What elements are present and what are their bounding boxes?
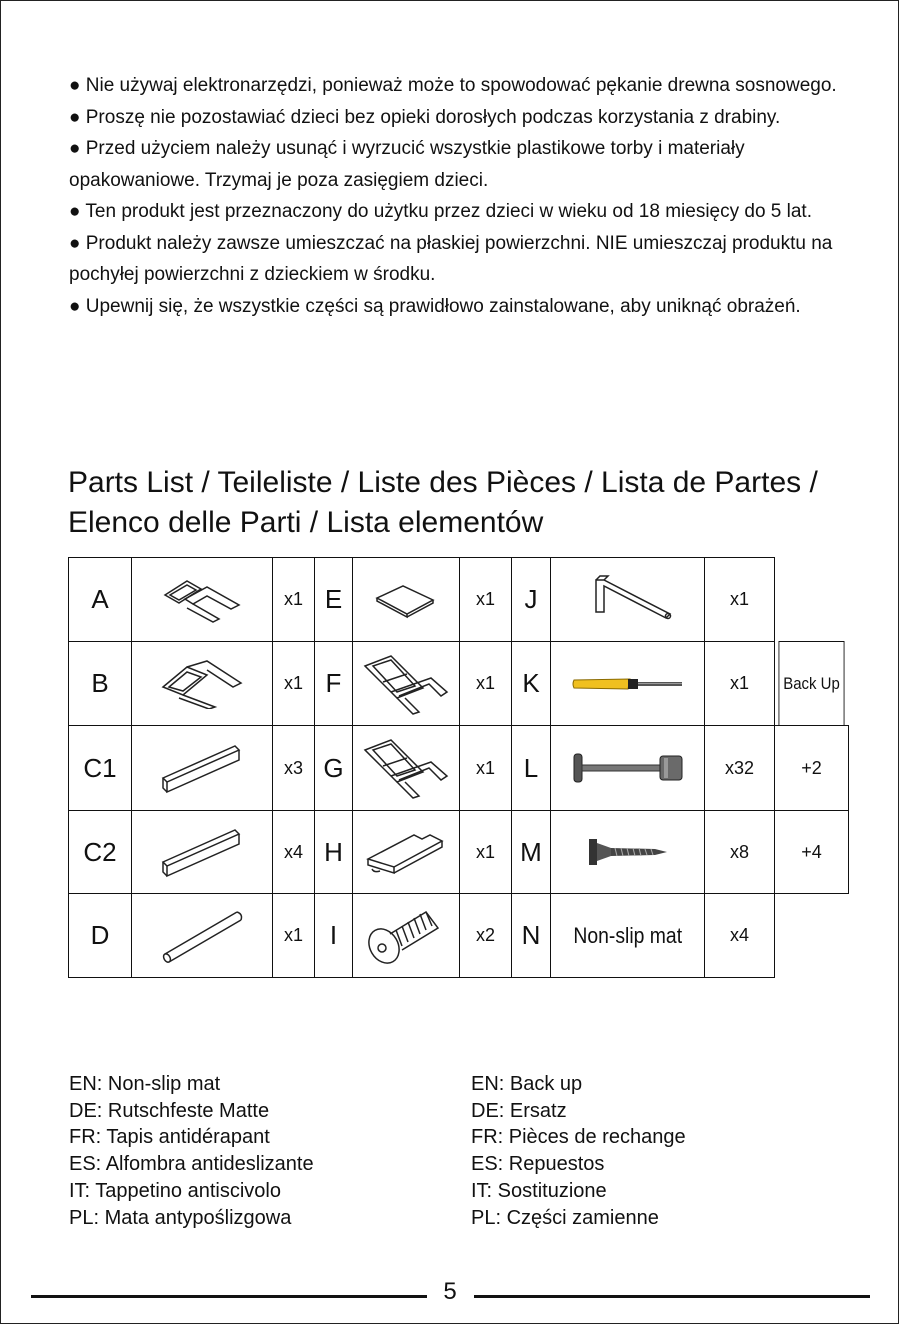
part-image-k: [550, 641, 705, 726]
part-image-n: [550, 893, 705, 978]
part-image-a: [131, 557, 273, 642]
part-qty-c2: x4: [272, 810, 315, 894]
part-backup-m: +4: [774, 810, 849, 894]
part-letter-d: D: [68, 893, 132, 978]
warning-item: ● Upewnij się, że wszystkie części są prawidłowo zainstalowane, aby uniknąć obrażeń.: [69, 295, 801, 317]
part-image-j: [550, 557, 705, 642]
part-qty-m: x8: [704, 810, 775, 894]
legend-line: FR: Tapis antidérapant: [69, 1126, 270, 1149]
square-board-icon: [371, 580, 441, 620]
part-qty-g: x1: [459, 725, 512, 811]
part-letter-l: L: [511, 725, 551, 811]
legend-line: IT: Sostituzione: [471, 1179, 607, 1202]
part-backup-l: +2: [774, 725, 849, 811]
legend-line: EN: Back up: [471, 1073, 583, 1095]
part-letter-i: I: [314, 893, 353, 978]
parts-list-title: [68, 463, 868, 543]
part-qty-f: x1: [459, 641, 512, 726]
legend-line: EN: Non-slip mat: [69, 1073, 221, 1095]
ladder-frame-icon: [361, 736, 451, 800]
part-letter-g: G: [314, 725, 353, 811]
part-image-c2: [131, 810, 273, 894]
backup-header: Back Up: [779, 641, 845, 726]
safety-warnings: [69, 70, 859, 322]
frame-panel-icon: [157, 659, 247, 709]
footer-rule-right: [474, 1295, 870, 1298]
dowel-rod-icon: [157, 906, 247, 966]
warning-item: ● Produkt należy zawsze umieszczać na płaskiej powierzchni. NIE umieszczaj produktu na pochyłej powierzchni z dzieckiem w środku.: [69, 232, 833, 285]
part-image-g: [352, 725, 460, 811]
part-qty-e: x1: [459, 557, 512, 642]
warning-item: ● Przed użyciem należy usunąć i wyrzucić wszystkie plastikowe torby i materiały opakowaniowe. Trzymaj je poza zasięgiem dzieci.: [69, 138, 745, 191]
part-image-m: [550, 810, 705, 894]
part-image-f: [352, 641, 460, 726]
part-letter-c1: C1: [68, 725, 132, 811]
part-letter-j: J: [511, 557, 551, 642]
part-qty-b: x1: [272, 641, 315, 726]
notched-board-icon: [364, 825, 448, 879]
parts-title-line1: Parts List / Teileliste / Liste des Pièces / Lista de Partes /: [68, 466, 818, 499]
frame-panel-icon: [157, 577, 247, 623]
part-qty-d: x1: [272, 893, 315, 978]
legend-line: DE: Rutschfeste Matte: [69, 1099, 270, 1122]
footer-rule-left: [31, 1295, 427, 1298]
legend-line: DE: Ersatz: [471, 1099, 567, 1122]
part-qty-c1: x3: [272, 725, 315, 811]
legend-line: PL: Części zamienne: [471, 1206, 659, 1229]
part-letter-f: F: [314, 641, 353, 726]
part-qty-l: x32: [704, 725, 775, 811]
legend-line: ES: Repuestos: [471, 1153, 605, 1176]
part-letter-n: N: [511, 893, 551, 978]
part-image-h: [352, 810, 460, 894]
parts-title-line2: Elenco delle Parti / Lista elementów: [68, 506, 544, 539]
wood-screw-icon: [583, 835, 673, 869]
part-image-e: [352, 557, 460, 642]
page-number: 5: [443, 1278, 457, 1305]
part-image-l: [550, 725, 705, 811]
part-qty-h: x1: [459, 810, 512, 894]
part-qty-j: x1: [704, 557, 775, 642]
non-slip-mat-label: Non-slip mat: [573, 922, 682, 948]
wood-slat-icon: [157, 738, 247, 798]
part-qty-a: x1: [272, 557, 315, 642]
legend-line: ES: Alfombra antideslizante: [69, 1153, 314, 1176]
part-image-d: [131, 893, 273, 978]
wood-slat-icon: [157, 822, 247, 882]
part-letter-e: E: [314, 557, 353, 642]
part-letter-a: A: [68, 557, 132, 642]
part-letter-b: B: [68, 641, 132, 726]
allen-key-icon: [578, 572, 678, 628]
legend-line: PL: Mata antypoślizgowa: [69, 1206, 292, 1229]
legend-line: IT: Tappetino antiscivolo: [69, 1179, 281, 1202]
legend-line: FR: Pièces de rechange: [471, 1126, 686, 1149]
part-qty-k: x1: [704, 641, 775, 726]
screwdriver-icon: [568, 672, 688, 696]
part-qty-i: x2: [459, 893, 512, 978]
bolt-icon: [366, 904, 446, 968]
legend-back-up: [471, 1071, 686, 1231]
part-letter-k: K: [511, 641, 551, 726]
part-letter-m: M: [511, 810, 551, 894]
part-image-i: [352, 893, 460, 978]
warning-item: ● Ten produkt jest przeznaczony do użytku przez dzieci w wieku od 18 miesięcy do 5 lat.: [69, 201, 812, 222]
barrel-bolt-icon: [568, 746, 688, 790]
warning-item: ● Nie używaj elektronarzędzi, ponieważ może to spowodować pękanie drewna sosnowego.: [69, 75, 837, 96]
ladder-frame-icon: [361, 652, 451, 716]
part-image-c1: [131, 725, 273, 811]
part-letter-h: H: [314, 810, 353, 894]
legend-non-slip-mat: [69, 1071, 314, 1231]
part-qty-n: x4: [704, 893, 775, 978]
part-image-b: [131, 641, 273, 726]
warning-item: ● Proszę nie pozostawiać dzieci bez opieki dorosłych podczas korzystania z drabiny.: [69, 106, 781, 128]
part-letter-c2: C2: [68, 810, 132, 894]
